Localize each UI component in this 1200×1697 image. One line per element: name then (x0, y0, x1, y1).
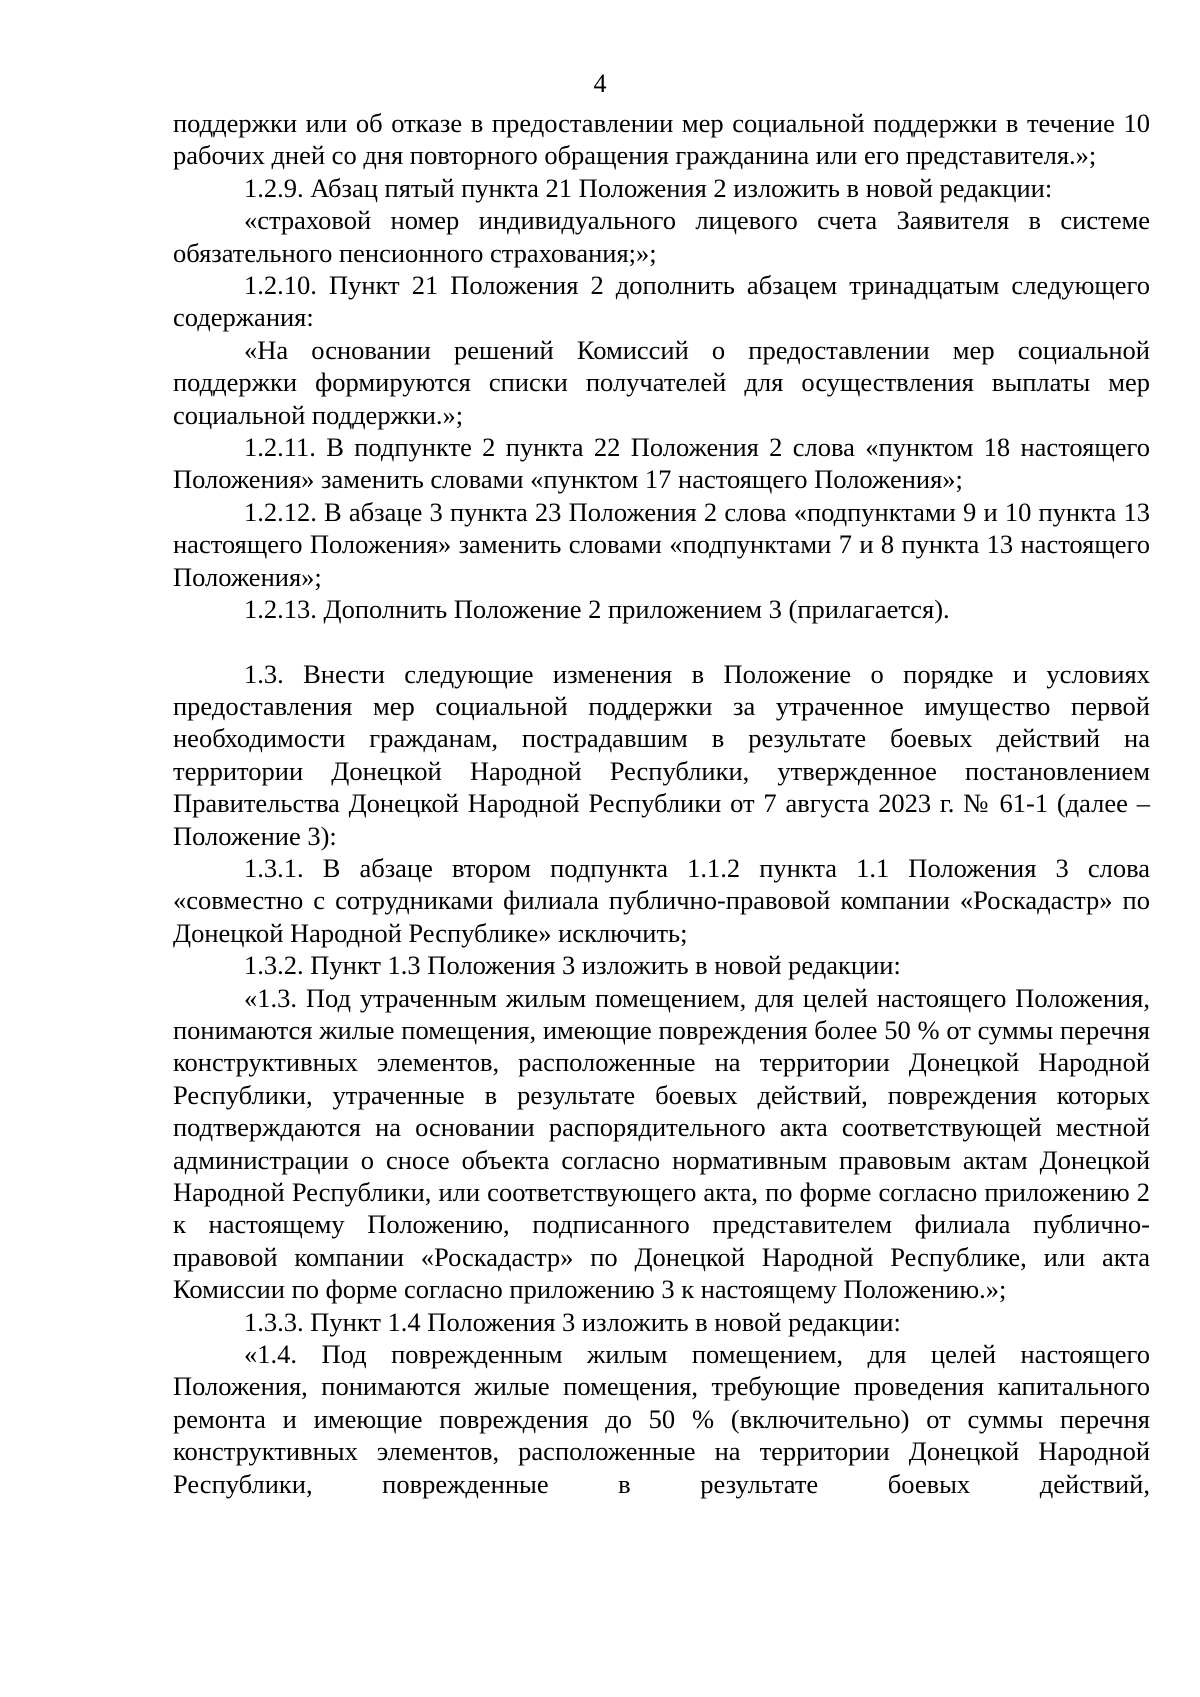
paragraph-1-2-9-quote: «страховой номер индивидуального лицевого счета Заявителя в системе обязательного пенсионного страхования;»; (173, 205, 1150, 268)
paragraph-1-2-10: 1.2.10. Пункт 21 Положения 2 дополнить абзацем тринадцатым следующего содержания: (173, 270, 1150, 333)
paragraph-1-2-12: 1.2.12. В абзаце 3 пункта 23 Положения 2 слова «подпунктами 9 и 10 пункта 13 настоящего Положения» заменить словами «подпунктами 7 и 8 пункта 13 настоящего Положения»; (173, 496, 1150, 592)
document-body (173, 107, 1150, 1500)
paragraph-1-2-13: 1.2.13. Дополнить Положение 2 приложением 3 (прилагается). (244, 594, 950, 625)
paragraph-continuation: поддержки или об отказе в предоставлении мер социальной поддержки в течение 10 рабочих дней со дня повторного обращения гражданина или его представителя.»; (173, 108, 1150, 171)
paragraph-1-3-2-quote: «1.3. Под утраченным жилым помещением, для целей настоящего Положения, понимаются жилые помещения, имеющие повреждения более 50 % от суммы перечня конструктивных элементов, расположенные на территории Донецкой Народной Республики, утраченные в результате боевых действий, повреждения которых подтверждаются на основании распорядительного акта соответствующей местной администрации о сносе объекта согласно нормативным правовым актам Донецкой Народной Республики, или соответствующего акта, по форме согласно приложению 2 к настоящему Положению, подписанного представителем филиала публично-правовой компании «Роскадастр» по Донецкой Народной Республике, или акта Комиссии по форме согласно приложению 3 к настоящему Положению.»; (173, 982, 1150, 1305)
paragraph-1-3-2: 1.3.2. Пункт 1.3 Положения 3 изложить в новой редакции: (244, 950, 901, 981)
paragraph-1-2-9: 1.2.9. Абзац пятый пункта 21 Положения 2 изложить в новой редакции: (244, 172, 1053, 203)
page-number: 4 (593, 69, 607, 98)
paragraph-1-3-1: 1.3.1. В абзаце втором подпункта 1.1.2 пункта 1.1 Положения 3 слова «совместно с сотрудниками филиала публично-правовой компании «Роскадастр» по Донецкой Народной Республике» исключить; (173, 852, 1150, 948)
paragraph-1-3: 1.3. Внести следующие изменения в Положение о порядке и условиях предоставления мер социальной поддержки за утраченное имущество первой необходимости гражданам, пострадавшим в результате боевых действий на территории Донецкой Народной Республики, утвержденное постановлением Правительства Донецкой Народной Республики от 7 августа 2023 г. № 61-1 (далее – Положение 3): (173, 658, 1150, 851)
paragraph-1-3-3: 1.3.3. Пункт 1.4 Положения 3 изложить в новой редакции: (244, 1306, 901, 1337)
paragraph-1-3-3-quote: «1.4. Под поврежденным жилым помещением, для целей настоящего Положения, понимаются жилые помещения, требующие проведения капитального ремонта и имеющие повреждения до 50 % (включительно) от суммы перечня конструктивных элементов, расположенные на территории Донецкой Народной Республики, поврежденные в результате боевых действий, (173, 1339, 1150, 1499)
paragraph-1-2-11: 1.2.11. В подпункте 2 пункта 22 Положения 2 слова «пунктом 18 настоящего Положения» заменить словами «пунктом 17 настоящего Положения»; (173, 432, 1150, 495)
paragraph-1-2-10-quote: «На основании решений Комиссий о предоставлении мер социальной поддержки формируются списки получателей для осуществления выплаты мер социальной поддержки.»; (173, 334, 1150, 430)
